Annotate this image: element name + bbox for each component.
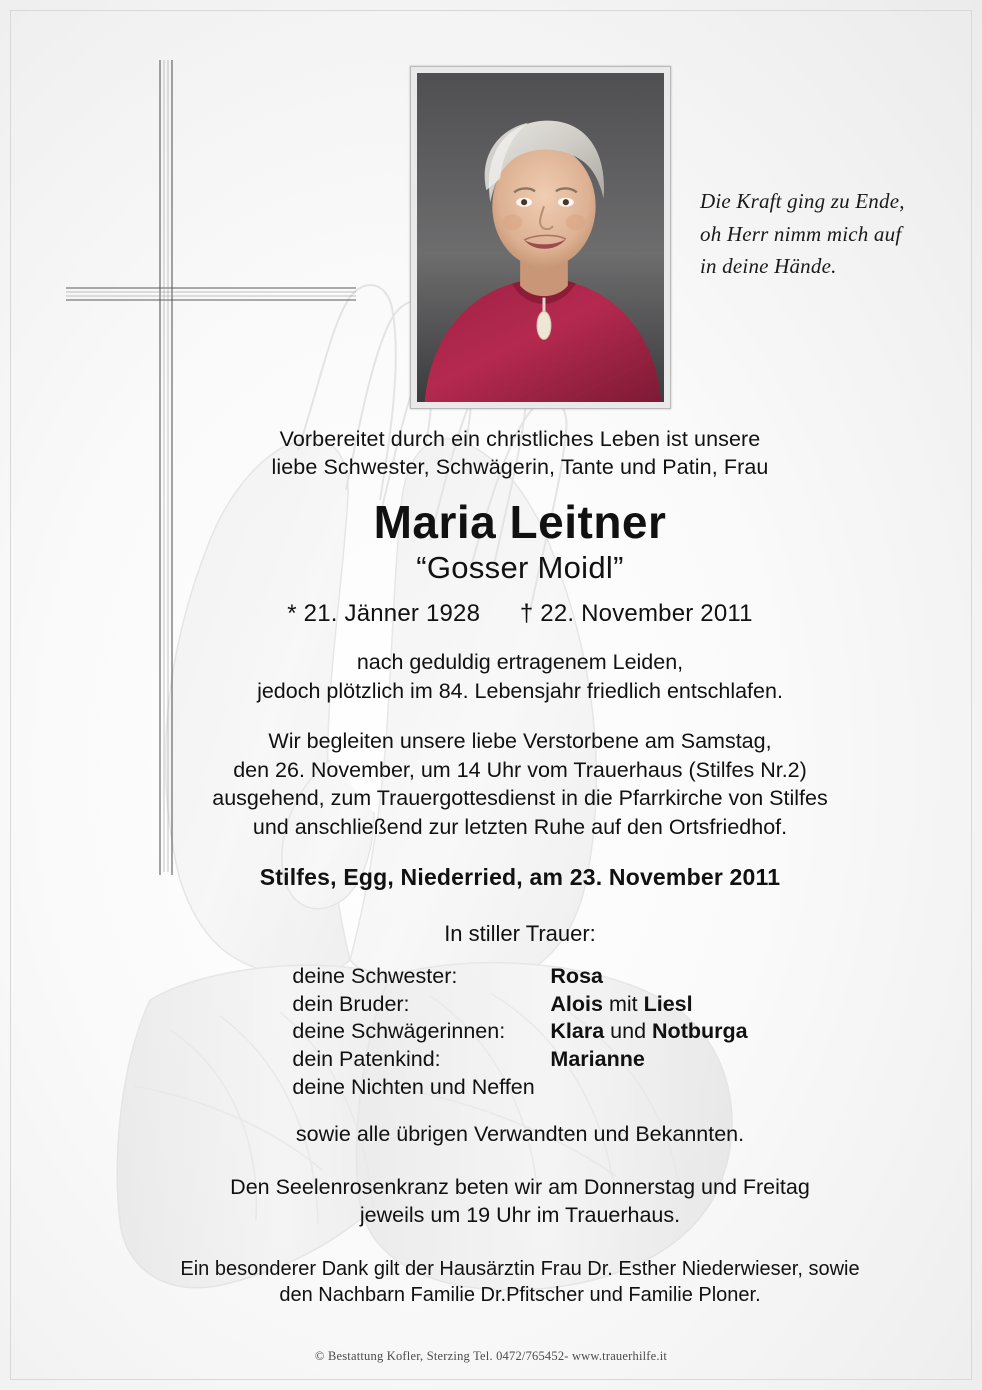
- intro-line-1: Vorbereitet durch ein christliches Leben ist unsere: [279, 427, 761, 451]
- rosary-line-1: Den Seelenrosenkranz beten wir am Donnerstag und Freitag: [230, 1174, 810, 1199]
- obituary-content: [140, 425, 900, 1309]
- rosary-info: [140, 1173, 900, 1230]
- verse-line-1: Die Kraft ging zu Ende,: [700, 189, 905, 213]
- closing-text: sowie alle übrigen Verwandten und Bekannten.: [295, 1122, 745, 1147]
- family-row: [292, 1018, 747, 1046]
- family-relation-label: dein Patenkind:: [292, 1047, 441, 1072]
- family-row: [292, 991, 747, 1019]
- family-name: Alois: [550, 991, 603, 1016]
- family-extra-line: deine Nichten und Neffen: [292, 1075, 535, 1100]
- portrait-photo-frame: [410, 66, 671, 409]
- family-list: [292, 963, 747, 1103]
- passing-line-1: nach geduldig ertragenem Leiden,: [356, 650, 684, 675]
- verse-line-2: oh Herr nimm mich auf: [700, 221, 902, 246]
- family-name: Rosa: [550, 963, 603, 988]
- family-conjunction: mit: [602, 991, 644, 1016]
- family-name: Notburga: [652, 1019, 748, 1044]
- funeral-line-3: ausgehend, zum Trauergottesdienst in die Pfarrkirche von Stilfes: [212, 786, 828, 811]
- family-names: [550, 1018, 747, 1046]
- thanks-line-1: Ein besonderer Dank gilt der Hausärztin Frau Dr. Esther Niederwieser, sowie: [180, 1257, 860, 1280]
- funeral-line-4: und anschließend zur letzten Ruhe auf den Ortsfriedhof.: [252, 815, 788, 840]
- funeral-line-1: Wir begleiten unsere liebe Verstorbene am Samstag,: [268, 729, 772, 754]
- family-relation-label: deine Schwester:: [292, 963, 458, 988]
- intro-line-2: liebe Schwester, Schwägerin, Tante und Patin, Frau: [271, 455, 769, 480]
- portrait-photo: [417, 73, 664, 402]
- life-dates: [140, 600, 900, 628]
- family-conjunction: und: [604, 1019, 653, 1044]
- passing-text: [140, 648, 900, 705]
- family-name: Marianne: [550, 1047, 645, 1072]
- passing-line-2: jedoch plötzlich im 84. Lebensjahr friedlich entschlafen.: [257, 678, 783, 703]
- family-row: [292, 1046, 747, 1074]
- mourning-title: In stiller Trauer:: [444, 920, 596, 946]
- rosary-line-2: jeweils um 19 Uhr im Trauerhaus.: [359, 1203, 681, 1228]
- family-name: Liesl: [643, 991, 693, 1016]
- family-name: Klara: [550, 1019, 605, 1044]
- deceased-nickname: “Gosser Moidl”: [416, 550, 624, 586]
- family-names: [550, 1046, 644, 1074]
- family-relation-label: dein Bruder:: [292, 991, 410, 1016]
- family-relation-label: deine Schwägerinnen:: [292, 1019, 506, 1044]
- place-and-date: Stilfes, Egg, Niederried, am 23. November 2011: [259, 863, 781, 890]
- family-row: [292, 963, 747, 991]
- thanks-line-2: den Nachbarn Familie Dr.Pfitscher und Familie Ploner.: [279, 1284, 761, 1307]
- intro-text: [140, 425, 900, 482]
- verse-line-3: in deine Hände.: [700, 254, 837, 279]
- birth-date: * 21. Jänner 1928: [287, 600, 481, 628]
- footer-credit: © Bestattung Kofler, Sterzing Tel. 0472/765452- www.trauerhilfe.it: [314, 1349, 668, 1363]
- deceased-name: Maria Leitner: [373, 495, 667, 548]
- thanks-text: [140, 1256, 900, 1309]
- family-names: [550, 991, 692, 1019]
- funeral-details: [140, 727, 900, 841]
- verse-text: [700, 185, 960, 283]
- family-names: [550, 963, 603, 991]
- funeral-line-2: den 26. November, um 14 Uhr vom Trauerhaus (Stilfes Nr.2): [233, 757, 807, 782]
- death-date: † 22. November 2011: [519, 600, 753, 628]
